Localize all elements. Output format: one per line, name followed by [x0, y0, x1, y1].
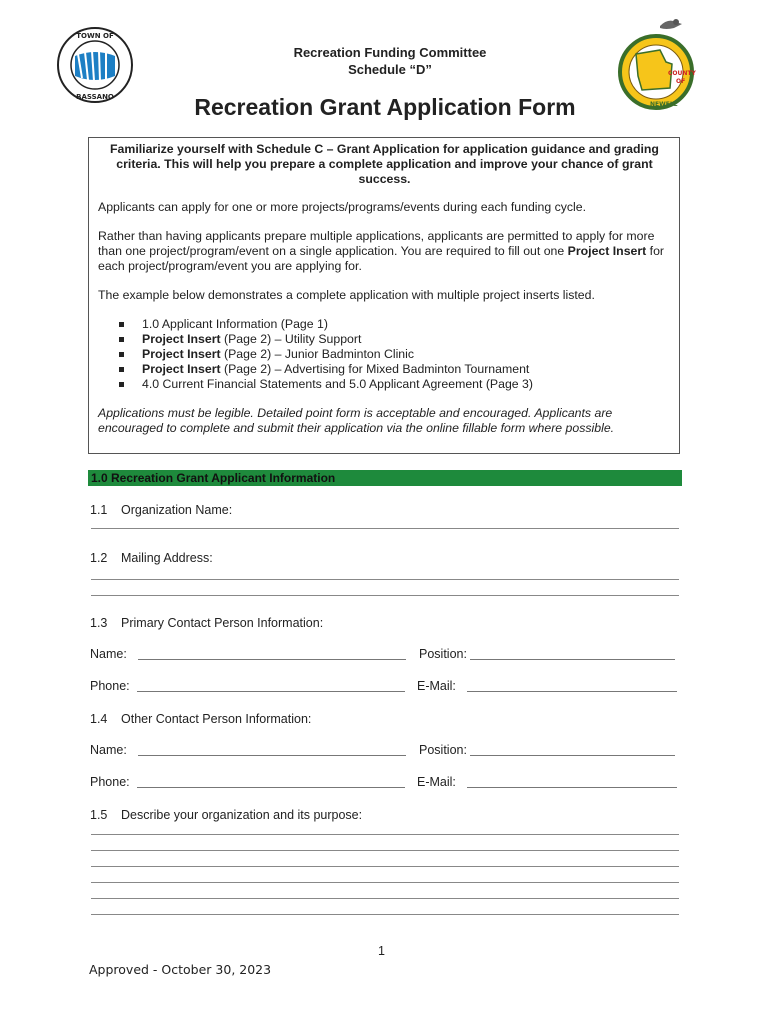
- primary-email-field[interactable]: [467, 691, 677, 692]
- description-line-1[interactable]: [91, 834, 679, 835]
- question-1-2: 1.2 Mailing Address:: [90, 551, 213, 565]
- other-phone-label: Phone:: [90, 775, 130, 789]
- description-line-5[interactable]: [91, 898, 679, 899]
- question-1-3: 1.3 Primary Contact Person Information:: [90, 616, 324, 630]
- other-name-label: Name:: [90, 743, 127, 757]
- other-email-field[interactable]: [467, 787, 677, 788]
- list-item: Project Insert (Page 2) – Utility Support: [118, 332, 671, 347]
- list-item: 1.0 Applicant Information (Page 1): [118, 317, 671, 332]
- primary-phone-field[interactable]: [137, 691, 405, 692]
- other-position-field[interactable]: [470, 755, 675, 756]
- of-text: OF: [676, 78, 686, 85]
- primary-position-field[interactable]: [470, 659, 675, 660]
- mailing-address-field-1[interactable]: [91, 579, 679, 580]
- list-item: 4.0 Current Financial Statements and 5.0 Applicant Agreement (Page 3): [118, 377, 671, 392]
- newell-text: NEWELL: [650, 101, 678, 108]
- paragraph-3: The example below demonstrates a complete application with multiple project inserts listed.: [98, 288, 595, 302]
- question-1-4: 1.4 Other Contact Person Information:: [90, 712, 312, 726]
- approval-date: Approved - October 30, 2023: [89, 962, 272, 977]
- question-1-5: 1.5 Describe your organization and its purpose:: [90, 808, 363, 822]
- paragraph-2: Rather than having applicants prepare multiple applications, applicants are permitted to apply for more than one project/program/event on a single application. You are required to fill out one Project Insert for each project/program/event you are applying for.: [98, 229, 665, 273]
- form-title: Recreation Grant Application Form: [194, 94, 576, 120]
- primary-name-label: Name:: [90, 647, 127, 661]
- paragraph-1: Applicants can apply for one or more projects/programs/events during each funding cycle.: [98, 200, 587, 214]
- instructions-box: [88, 137, 680, 454]
- mailing-address-field-2[interactable]: [91, 595, 679, 596]
- other-phone-field[interactable]: [137, 787, 405, 788]
- page-number: 1: [378, 944, 385, 958]
- question-1-1: 1.1 Organization Name:: [90, 503, 233, 517]
- committee-name: Recreation Funding Committee: [293, 45, 487, 60]
- description-line-4[interactable]: [91, 882, 679, 883]
- legibility-note: Applications must be legible. Detailed point form is acceptable and encouraged. Applicants are encouraged to complete and submit their application via the online fillable form where possible.: [98, 406, 615, 435]
- schedule-label: Schedule “D”: [348, 62, 432, 77]
- svg-text:BASSANO: BASSANO: [76, 93, 114, 101]
- header: [0, 44, 770, 78]
- other-email-label: E-Mail:: [417, 775, 456, 789]
- section-header: 1.0 Recreation Grant Applicant Information: [88, 470, 682, 486]
- organization-name-field[interactable]: [91, 528, 679, 529]
- other-name-field[interactable]: [138, 755, 406, 756]
- primary-name-field[interactable]: [138, 659, 406, 660]
- county-text: COUNTY: [668, 70, 696, 77]
- primary-email-label: E-Mail:: [417, 679, 456, 693]
- example-list: [98, 317, 671, 392]
- description-line-6[interactable]: [91, 914, 679, 915]
- list-item: Project Insert (Page 2) – Advertising for Mixed Badminton Tournament: [118, 362, 671, 377]
- description-line-3[interactable]: [91, 866, 679, 867]
- list-item: Project Insert (Page 2) – Junior Badminton Clinic: [118, 347, 671, 362]
- other-position-label: Position:: [419, 743, 467, 757]
- svg-text:TOWN OF: TOWN OF: [76, 32, 114, 40]
- primary-position-label: Position:: [419, 647, 467, 661]
- description-line-2[interactable]: [91, 850, 679, 851]
- intro-text: Familiarize yourself with Schedule C – Grant Application for application guidance and grading criteria. This will help you prepare a complete application and improve your chance of grant success.: [110, 142, 659, 186]
- primary-phone-label: Phone:: [90, 679, 130, 693]
